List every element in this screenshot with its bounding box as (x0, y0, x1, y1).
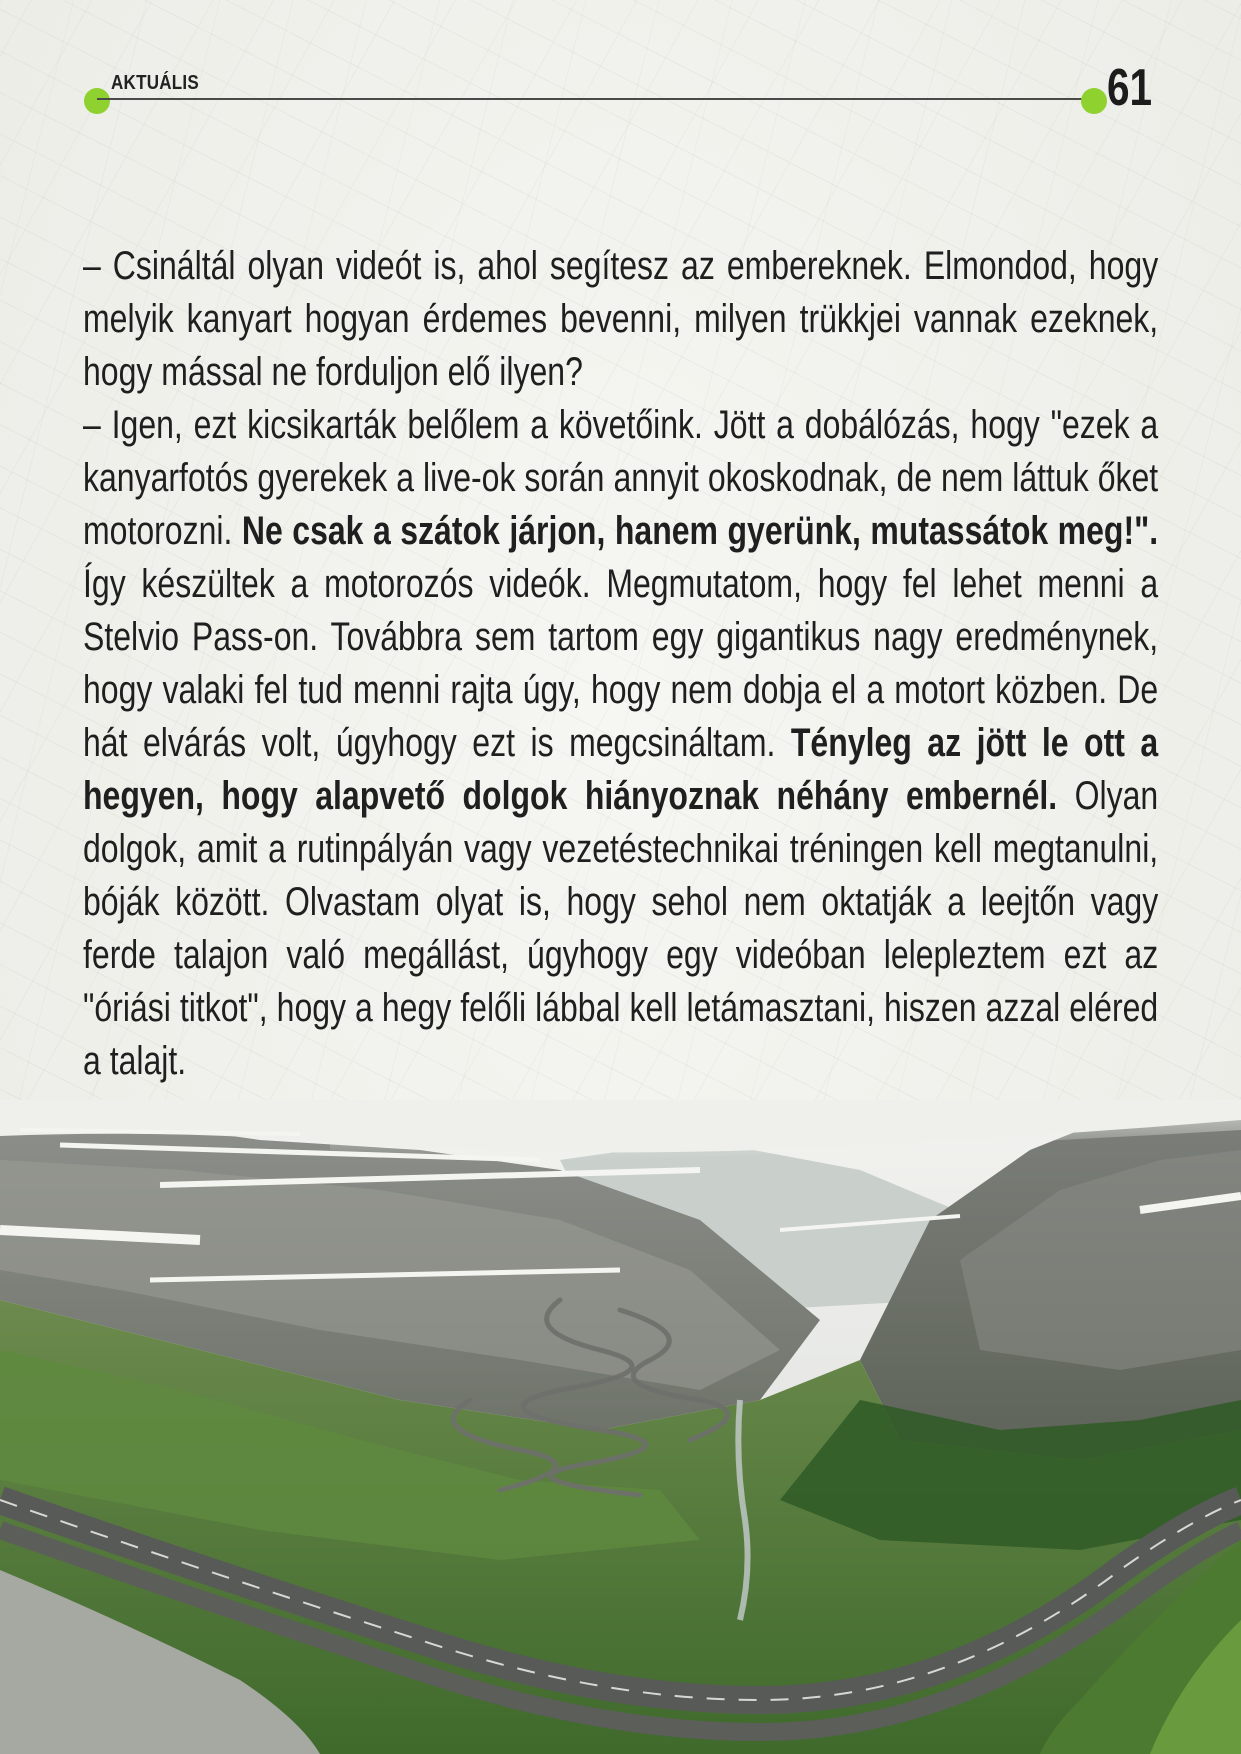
paragraph-question: – Csináltál olyan videót is, ahol segítesz az embereknek. Elmondod, hogy melyik kanyart hogyan érdemes bevenni, milyen trükkjei vannak ezeknek, hogy mással ne forduljon elő ilyen? (83, 244, 1159, 394)
answer-text-2: Így készültek a motorozós videók. Megmutatom, hogy fel lehet menni a Stelvio Pass-on. Továbbra sem tartom egy gigantikus nagy eredménynek, hogy valaki fel tud menni rajta úgy, hogy nem dobja el a motort közben. De hát elvárás volt, úgyhogy ezt is megcsináltam. (83, 562, 1159, 765)
answer-text-3: Olyan dolgok, amit a rutinpályán vagy vezetéstechnikai tréningen kell megtanulni, bóják között. Olvastam olyat is, hogy sehol nem oktatják a leejtőn vagy ferde talajon való megállást, úgyhogy egy videóban lelepleztem ezt az "óriási titkot", hogy a hegy felőli lábbal kell letámasztani, hiszen azzal eléred a talajt. (83, 774, 1159, 1083)
stelvio-pass-photo (0, 1100, 1241, 1754)
answer-text-1: – Igen, ezt kicsikarták belőlem a követőink. Jött a dobálózás, hogy "ezek a kanyarfotós gyerekek a live-ok során annyit okoskodnak, de nem láttuk őket motorozni. (83, 403, 1159, 553)
section-label: AKTUÁLIS (111, 72, 199, 94)
answer-highlight-1: Ne csak a szátok járjon, hanem gyerünk, mutassátok meg!". (241, 509, 1159, 553)
header-accent-dot-left (84, 88, 110, 114)
page-header (0, 0, 1241, 120)
header-accent-dot-right (1081, 88, 1107, 114)
paragraph-answer (83, 399, 1158, 1088)
answer-highlight-2: Tényleg az jött le ott a hegyen, hogy alapvető dolgok hiányoznak néhány embernél. (83, 721, 1159, 818)
page-number: 61 (1107, 59, 1153, 117)
header-rule (97, 98, 1082, 100)
article-body (83, 240, 1158, 1088)
